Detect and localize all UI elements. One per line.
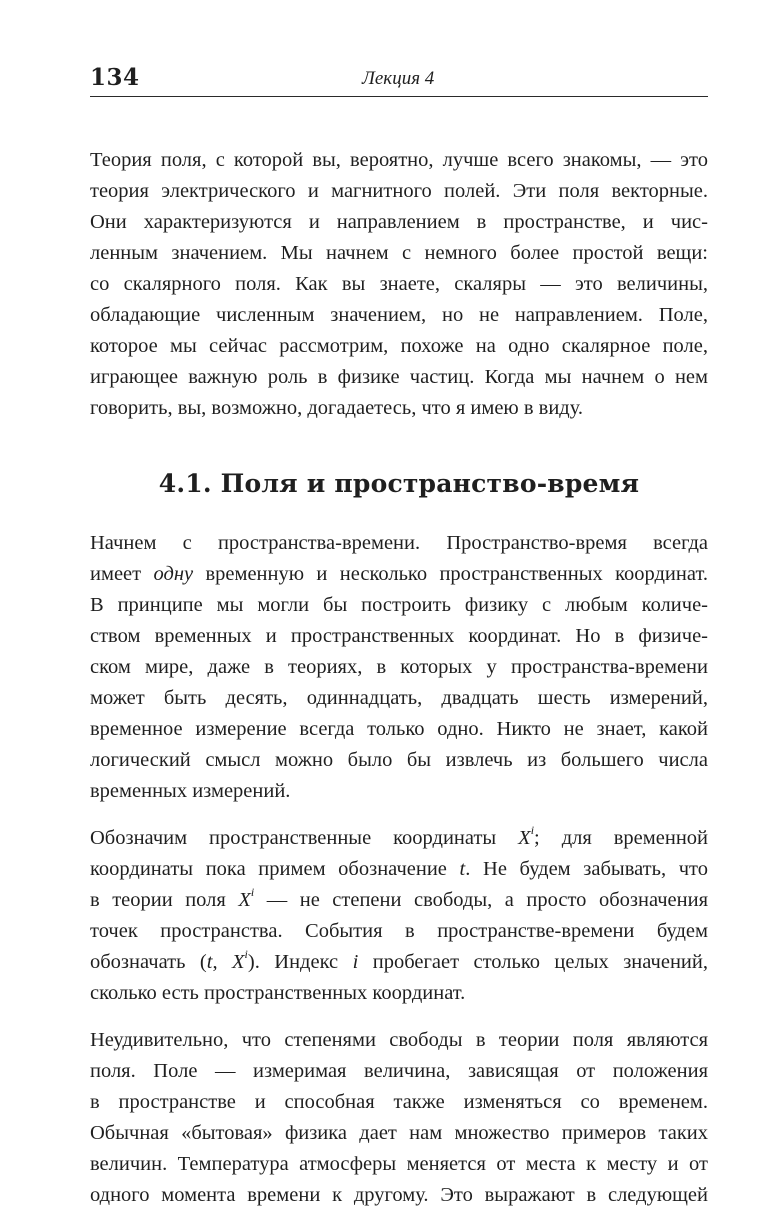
text-line: играющее важную роль в физике частиц. Когда мы начнем о нем [90, 366, 708, 388]
page-number: 134 [90, 64, 140, 91]
text-line: В принципе мы могли бы построить физику с любым количе- [90, 594, 708, 616]
text-line: имеет одну временную и несколько пространственных координат. [90, 563, 708, 585]
running-head [90, 62, 708, 97]
text-line: величин. Температура атмосферы меняется от места к месту и от [90, 1153, 708, 1175]
text-line: Теория поля, с которой вы, вероятно, лучше всего знакомы, — это [90, 149, 708, 171]
paragraph-fields [90, 1025, 708, 1211]
book-page [90, 62, 708, 1211]
text-line: координаты пока примем обозначение t. Не будем забывать, что [90, 858, 708, 880]
text-line: со скалярного поля. Как вы знаете, скаляры — это величины, [90, 273, 708, 295]
text-line: может быть десять, одиннадцать, двадцать шесть измерений, [90, 687, 708, 709]
text-line: которое мы сейчас рассмотрим, похоже на одно скалярное поле, [90, 335, 708, 357]
text-line: ском мире, даже в теориях, в которых у пространства-времени [90, 656, 708, 678]
text-line: обозначать (t, $X^i$). Индекс i пробегает столько целых значений, [90, 947, 708, 973]
text-line: поля. Поле — измеримая величина, зависящая от положения [90, 1060, 708, 1082]
math-symbol: X [232, 951, 245, 973]
text-line: временное измерение всегда только одно. Никто не знает, какой [90, 718, 708, 740]
text-line: теория электрического и магнитного полей. Эти поля векторные. [90, 180, 708, 202]
text-line: ленным значением. Мы начнем с немного более простой вещи: [90, 242, 708, 264]
paragraph-spacetime [90, 528, 708, 807]
text-line: Начнем с пространства-времени. Пространство-время всегда [90, 532, 708, 554]
math-symbol: i [352, 951, 359, 973]
text-line: Обозначим пространственные координаты $X^i$; для временной [90, 823, 709, 849]
text-line: в пространстве и способная также изменяться со временем. [90, 1091, 708, 1113]
text-line: временных измерений. [90, 780, 291, 802]
text-line: говорить, вы, возможно, догадаетесь, что я имею в виду. [90, 397, 584, 419]
paragraph-intro [90, 145, 708, 424]
text-line: логический смысл можно было бы извлечь из большего числа [90, 749, 708, 771]
section-heading: 4.1. Поля и пространство-время [158, 469, 640, 498]
text-line: Обычная «бытовая» физика дает нам множество примеров таких [90, 1122, 708, 1144]
text-line: сколько есть пространственных координат. [90, 982, 466, 1004]
math-symbol: i [244, 947, 248, 962]
math-symbol: X [238, 889, 251, 911]
math-symbol: i [530, 823, 535, 838]
math-symbol: X [518, 827, 531, 849]
text-line: точек пространства. События в пространстве-времени будем [90, 920, 708, 942]
math-symbol: t [206, 951, 213, 973]
text-line: в теории поля $X^i$ — не степени свободы, а просто обозначения [90, 885, 708, 911]
text-line: обладающие численным значением, но не направлением. Поле, [90, 304, 708, 326]
emphasis: одну [153, 563, 194, 585]
paragraph-coordinates [90, 823, 708, 1009]
text-line: одного момента времени к другому. Это выражают в следующей [90, 1184, 708, 1206]
text-line: Неудивительно, что степенями свободы в теории поля являются [90, 1029, 708, 1051]
text-line: ством временных и пространственных координат. Но в физиче- [90, 625, 708, 647]
math-symbol: i [250, 885, 255, 900]
text-line: Они характеризуются и направлением в пространстве, и чис- [90, 211, 708, 233]
running-title: Лекция 4 [362, 68, 435, 89]
math-symbol: t [459, 858, 466, 880]
